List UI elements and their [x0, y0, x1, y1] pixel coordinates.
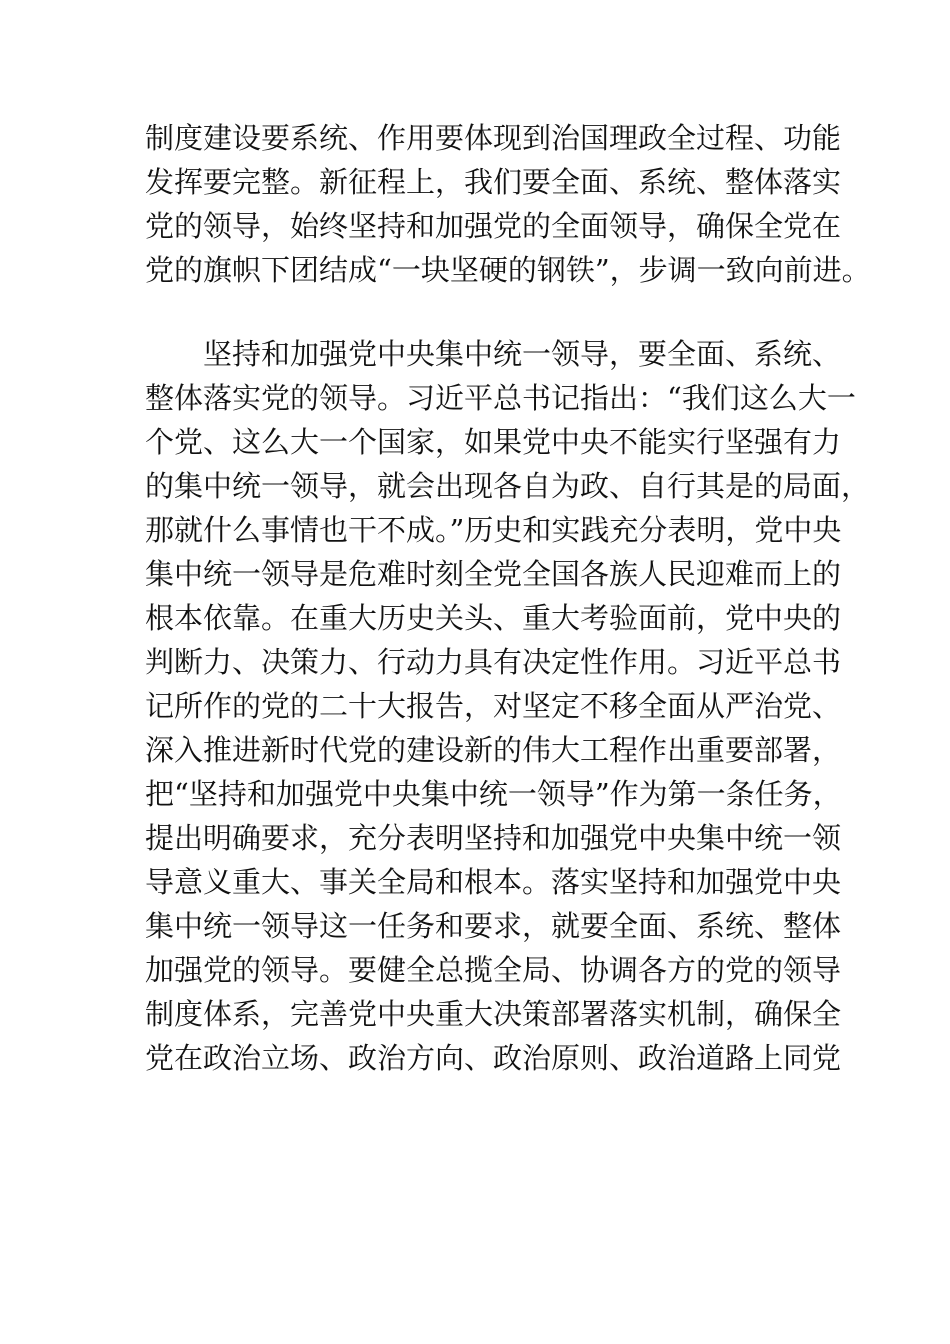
text-line: 集中统一领导这一任务和要求，就要全面、系统、整体	[145, 909, 842, 943]
text-line: 那就什么事情也干不成。”历史和实践充分表明，党中央	[145, 513, 842, 547]
text-line: 深入推进新时代党的建设新的伟大工程作出重要部署，	[145, 733, 842, 767]
paragraph-1	[145, 116, 871, 292]
text-line: 加强党的领导。要健全总揽全局、协调各方的党的领导	[145, 953, 842, 987]
text-line: 发挥要完整。新征程上，我们要全面、系统、整体落实	[145, 165, 842, 199]
text-line: 制度体系，完善党中央重大决策部署落实机制，确保全	[145, 997, 842, 1031]
text-line: 坚持和加强党中央集中统一领导，要全面、系统、	[145, 337, 842, 371]
paragraph-2	[145, 332, 871, 1080]
text-line: 个党、这么大一个国家，如果党中央不能实行坚强有力	[145, 425, 842, 459]
text-line: 的集中统一领导，就会出现各自为政、自行其是的局面，	[145, 469, 871, 503]
text-line: 党的旗帜下团结成“一块坚硬的钢铁”，步调一致向前进。	[145, 253, 871, 287]
text-line: 整体落实党的领导。习近平总书记指出：“我们这么大一	[145, 381, 856, 415]
text-line: 记所作的党的二十大报告，对坚定不移全面从严治党、	[145, 689, 842, 723]
text-line: 提出明确要求，充分表明坚持和加强党中央集中统一领	[145, 821, 842, 855]
text-line: 集中统一领导是危难时刻全党全国各族人民迎难而上的	[145, 557, 842, 591]
text-line: 党在政治立场、政治方向、政治原则、政治道路上同党	[145, 1041, 842, 1075]
text-line: 导意义重大、事关全局和根本。落实坚持和加强党中央	[145, 865, 842, 899]
text-line: 判断力、决策力、行动力具有决定性作用。习近平总书	[145, 645, 842, 679]
text-line: 党的领导，始终坚持和加强党的全面领导，确保全党在	[145, 209, 842, 243]
text-line: 根本依靠。在重大历史关头、重大考验面前，党中央的	[145, 601, 842, 635]
text-line: 制度建设要系统、作用要体现到治国理政全过程、功能	[145, 121, 842, 155]
text-line: 把“坚持和加强党中央集中统一领导”作为第一条任务，	[145, 777, 842, 811]
